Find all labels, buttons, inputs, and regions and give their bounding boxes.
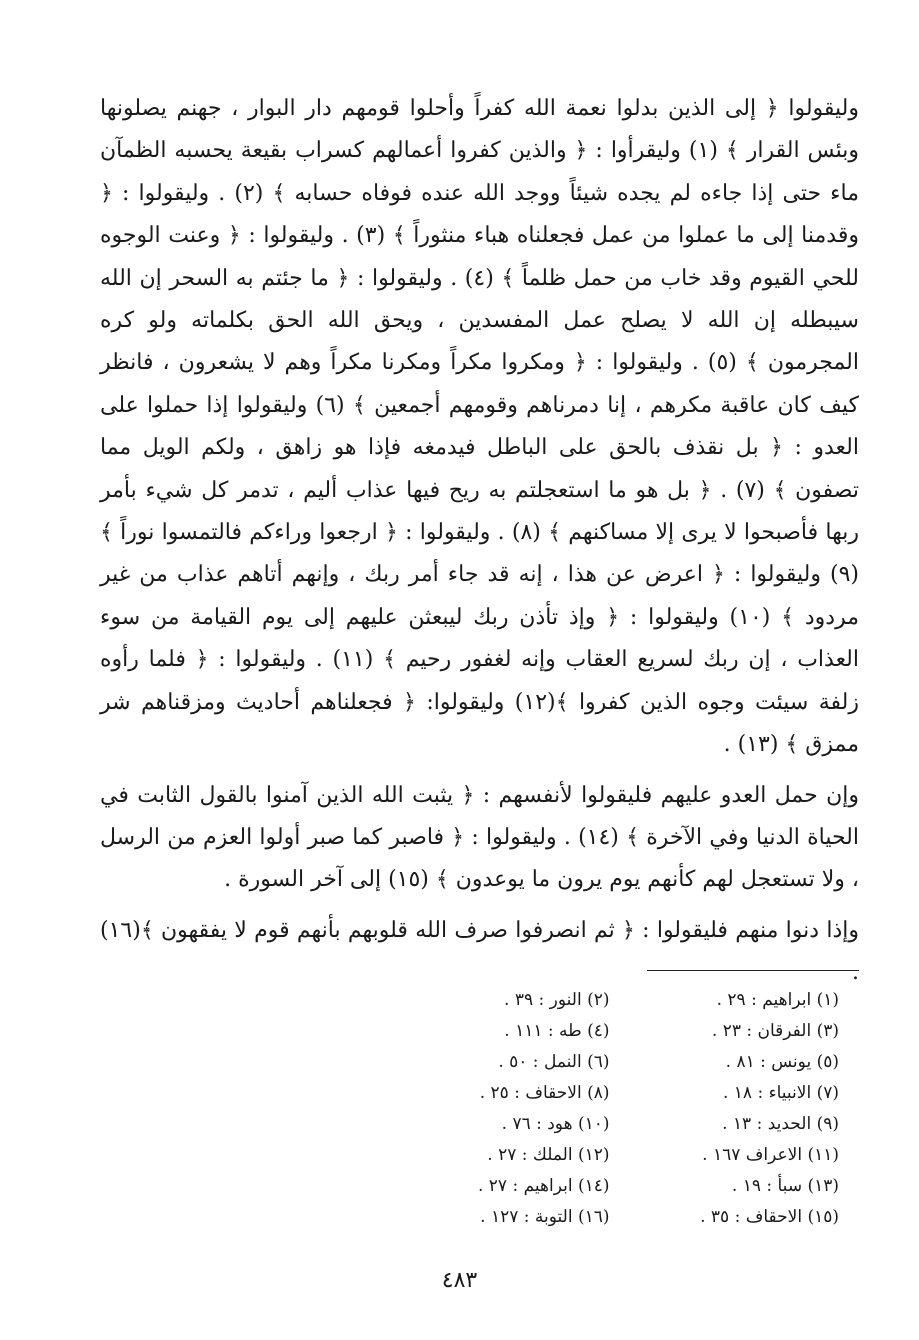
body-text [100,88,859,995]
footnote-11: (١١) الاعراف ١٦٧ . [702,1145,839,1165]
footnote-7: (٧) الانبياء : ١٨ . [722,1083,839,1103]
footnote-14: (١٤) ابراهيم : ٢٧ . [477,1176,610,1196]
footnote-2: (٢) النور : ٣٩ . [504,990,610,1010]
footnotes [380,990,839,1238]
footnote-13: (١٣) سبأ : ١٩ . [731,1176,839,1196]
paragraph-3: وإذا دنوا منهم فليقولوا : ﴿ ثم انصرفوا صرف الله قلوبهم بأنهم قوم لا يفقهون ﴾(١٦) . [100,917,859,986]
footnote-divider [647,970,859,971]
footnote-9: (٩) الحديد : ١٣ . [722,1114,839,1134]
footnote-4: (٤) طه : ١١١ . [504,1021,610,1041]
footnote-8: (٨) الاحقاف : ٢٥ . [479,1083,610,1103]
footnote-5: (٥) يونس : ٨١ . [725,1052,839,1072]
paragraph-2: وإن حمل العدو عليهم فليقولوا لأنفسهم : ﴿ يثبت الله الذين آمنوا بالقول الثابت في الحياة الدنيا وفي الآخرة ﴾ (١٤) . وليقولوا : ﴿ فاصبر كما صبر أولوا العزم من الرسل ، ولا تستعجل لهم كأنهم يوم يرون ما يوعدون ﴾ (١٥) إلى آخر السورة . [100,782,859,893]
footnote-1: (١) ابراهيم : ٢٩ . [716,990,839,1010]
footnote-6: (٦) النمل : ٥٠ . [498,1052,610,1072]
footnote-16: (١٦) التوبة : ١٢٧ . [480,1207,610,1227]
footnote-12: (١٢) الملك : ٢٧ . [487,1145,610,1165]
footnote-15: (١٥) الاحقاف : ٣٥ . [700,1207,839,1227]
footnote-3: (٣) الفرقان : ٢٣ . [711,1021,839,1041]
page-number: ٤٨٣ [441,1268,478,1293]
paragraph-1: وليقولوا ﴿ إلى الذين بدلوا نعمة الله كفراً وأحلوا قومهم دار البوار ، جهنم يصلونها وبئس القرار ﴾ (١) وليقرأوا : ﴿ والذين كفروا أعمالهم كسراب بقيعة يحسبه الظمآن ماء حتى إذا جاءه لم يجده شيئاً ووجد الله عنده فوفاه حسابه ﴾ (٢) . وليقولوا : ﴿ وقدمنا إلى ما عملوا من عمل فجعلناه هباء منثوراً ﴾ (٣) . وليقولوا : ﴿ وعنت الوجوه للحي القيوم وقد خاب من حمل ظلماً ﴾ (٤) . وليقولوا : ﴿ ما جئتم به السحر إن الله سيبطله إن الله لا يصلح عمل المفسدين ، ويحق الله الحق بكلماته ولو كره المجرمون ﴾ (٥) . وليقولوا : ﴿ ومكروا مكراً ومكرنا مكراً وهم لا يشعرون ، فانظر كيف كان عاقبة مكرهم ، إنا دمرناهم وقومهم أجمعين ﴾ (٦) وليقولوا إذا حملوا على العدو : ﴿ بل نقذف بالحق على الباطل فيدمغه فإذا هو زاهق ، ولكم الويل مما تصفون ﴾ (٧) . ﴿ بل هو ما استعجلتم به ريح فيها عذاب أليم ، تدمر كل شيء بأمر ربها فأصبحوا لا يرى إلا مساكنهم ﴾ (٨) . وليقولوا : ﴿ ارجعوا وراءكم فالتمسوا نوراً ﴾ (٩) وليقولوا : ﴿ اعرض عن هذا ، إنه قد جاء أمر ربك ، وإنهم أتاهم عذاب من غير مردود ﴾ (١٠) وليقولوا : ﴿ وإذ تأذن ربك ليبعثن عليهم إلى يوم القيامة من سوء العذاب ، إن ربك لسريع العقاب وإنه لغفور رحيم ﴾ (١١) . وليقولوا : ﴿ فلما رأوه زلفة سيئت وجوه الذين كفروا ﴾(١٢) وليقولوا: ﴿ فجعلناهم أحاديث ومزقناهم شر ممزق ﴾ (١٣) . [100,96,860,758]
footnote-10: (١٠) هود : ٧٦ . [501,1114,610,1134]
